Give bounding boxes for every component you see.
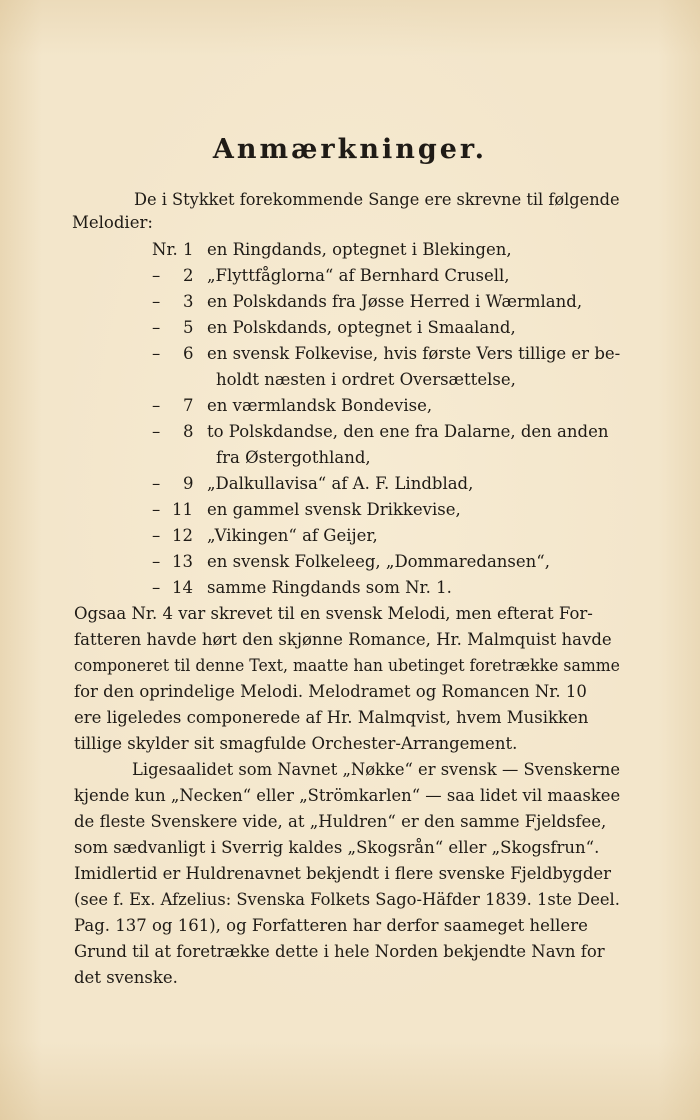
melody-dash: Nr.: [152, 240, 178, 259]
paragraph-line: Ligesaalidet som Navnet „Nøkke“ er svensk — Svenskerne: [132, 760, 621, 779]
paragraph-line: Grund til at foretrække dette i hele Norden bekjendte Navn for: [74, 942, 605, 961]
melody-text: en Polskdands fra Jøsse Herred i Wærmland,: [207, 292, 583, 311]
paragraph-line: for den oprindelige Melodi. Melodramet og Romancen Nr. 10: [74, 682, 587, 701]
melody-text: to Polskdandse, den ene fra Dalarne, den anden: [207, 422, 609, 441]
paragraph-line: componeret til denne Text, maatte han ubetinget foretrække samme: [74, 656, 620, 675]
melody-number: 7: [183, 396, 194, 415]
melody-number: 11: [172, 500, 193, 519]
paragraph-line: det svenske.: [74, 968, 178, 987]
melody-text-continued: holdt næsten i ordret Oversættelse,: [216, 370, 516, 389]
melody-number: 5: [183, 318, 194, 337]
melody-text: en Polskdands, optegnet i Smaaland,: [207, 318, 516, 337]
melody-number: 14: [172, 578, 193, 597]
melody-number: 8: [183, 422, 194, 441]
melody-text: en gammel svensk Drikkevise,: [207, 500, 461, 519]
melody-dash: –: [152, 318, 161, 337]
intro-line-2: Melodier:: [72, 213, 153, 232]
melody-dash: –: [152, 422, 161, 441]
melody-text: en værmlandsk Bondevise,: [207, 396, 433, 415]
melody-dash: –: [152, 396, 161, 415]
melody-dash: –: [152, 292, 161, 311]
paragraph-line: ere ligeledes componerede af Hr. Malmqvist, hvem Musikken: [74, 708, 589, 727]
melody-text: „Flyttfåglorna“ af Bernhard Crusell,: [207, 266, 510, 285]
melody-number: 9: [183, 474, 194, 493]
paragraph-line: Imidlertid er Huldrenavnet bekjendt i flere svenske Fjeldbygder: [74, 864, 612, 883]
melody-number: 13: [172, 552, 193, 571]
melody-dash: –: [152, 526, 161, 545]
intro-line-1: De i Stykket forekommende Sange ere skrevne til følgende: [134, 190, 620, 209]
paragraph-line: (see f. Ex. Afzelius: Svenska Folkets Sago-Häfder 1839. 1ste Deel.: [74, 890, 620, 909]
melody-dash: –: [152, 552, 161, 571]
paragraph-line: kjende kun „Necken“ eller „Strömkarlen“ — saa lidet vil maaskee: [74, 786, 621, 805]
melody-dash: –: [152, 266, 161, 285]
paragraph-line: tillige skylder sit smagfulde Orchester-Arrangement.: [74, 734, 518, 753]
melody-number: 2: [183, 266, 194, 285]
melody-text-continued: fra Østergothland,: [216, 448, 371, 467]
paragraph-line: fatteren havde hørt den skjønne Romance, Hr. Malmquist havde: [74, 630, 612, 649]
melody-text: „Vikingen“ af Geijer,: [207, 526, 378, 545]
melody-dash: –: [152, 500, 161, 519]
melody-text: samme Ringdands som Nr. 1.: [207, 578, 452, 597]
melody-number: 6: [183, 344, 194, 363]
paragraph-line: som sædvanligt i Sverrig kaldes „Skogsrån“ eller „Skogsfrun“.: [74, 838, 600, 857]
melody-text: en svensk Folkevise, hvis første Vers tillige er be-: [207, 344, 621, 363]
melody-text: „Dalkullavisa“ af A. F. Lindblad,: [207, 474, 474, 493]
melody-text: en svensk Folkeleeg, „Dommaredansen“,: [207, 552, 550, 571]
melody-text: en Ringdands, optegnet i Blekingen,: [207, 240, 512, 259]
page-title: Anmærkninger.: [212, 134, 488, 165]
melody-dash: –: [152, 344, 161, 363]
melody-dash: –: [152, 578, 161, 597]
melody-number: 12: [172, 526, 193, 545]
paragraph-line: Pag. 137 og 161), og Forfatteren har derfor saameget hellere: [74, 916, 588, 935]
paragraph-line: Ogsaa Nr. 4 var skrevet til en svensk Melodi, men efterat For-: [74, 604, 593, 623]
melody-number: 1: [183, 240, 194, 259]
melody-number: 3: [183, 292, 194, 311]
melody-dash: –: [152, 474, 161, 493]
paragraph-line: de fleste Svenskere vide, at „Huldren“ er den samme Fjeldsfee,: [74, 812, 607, 831]
